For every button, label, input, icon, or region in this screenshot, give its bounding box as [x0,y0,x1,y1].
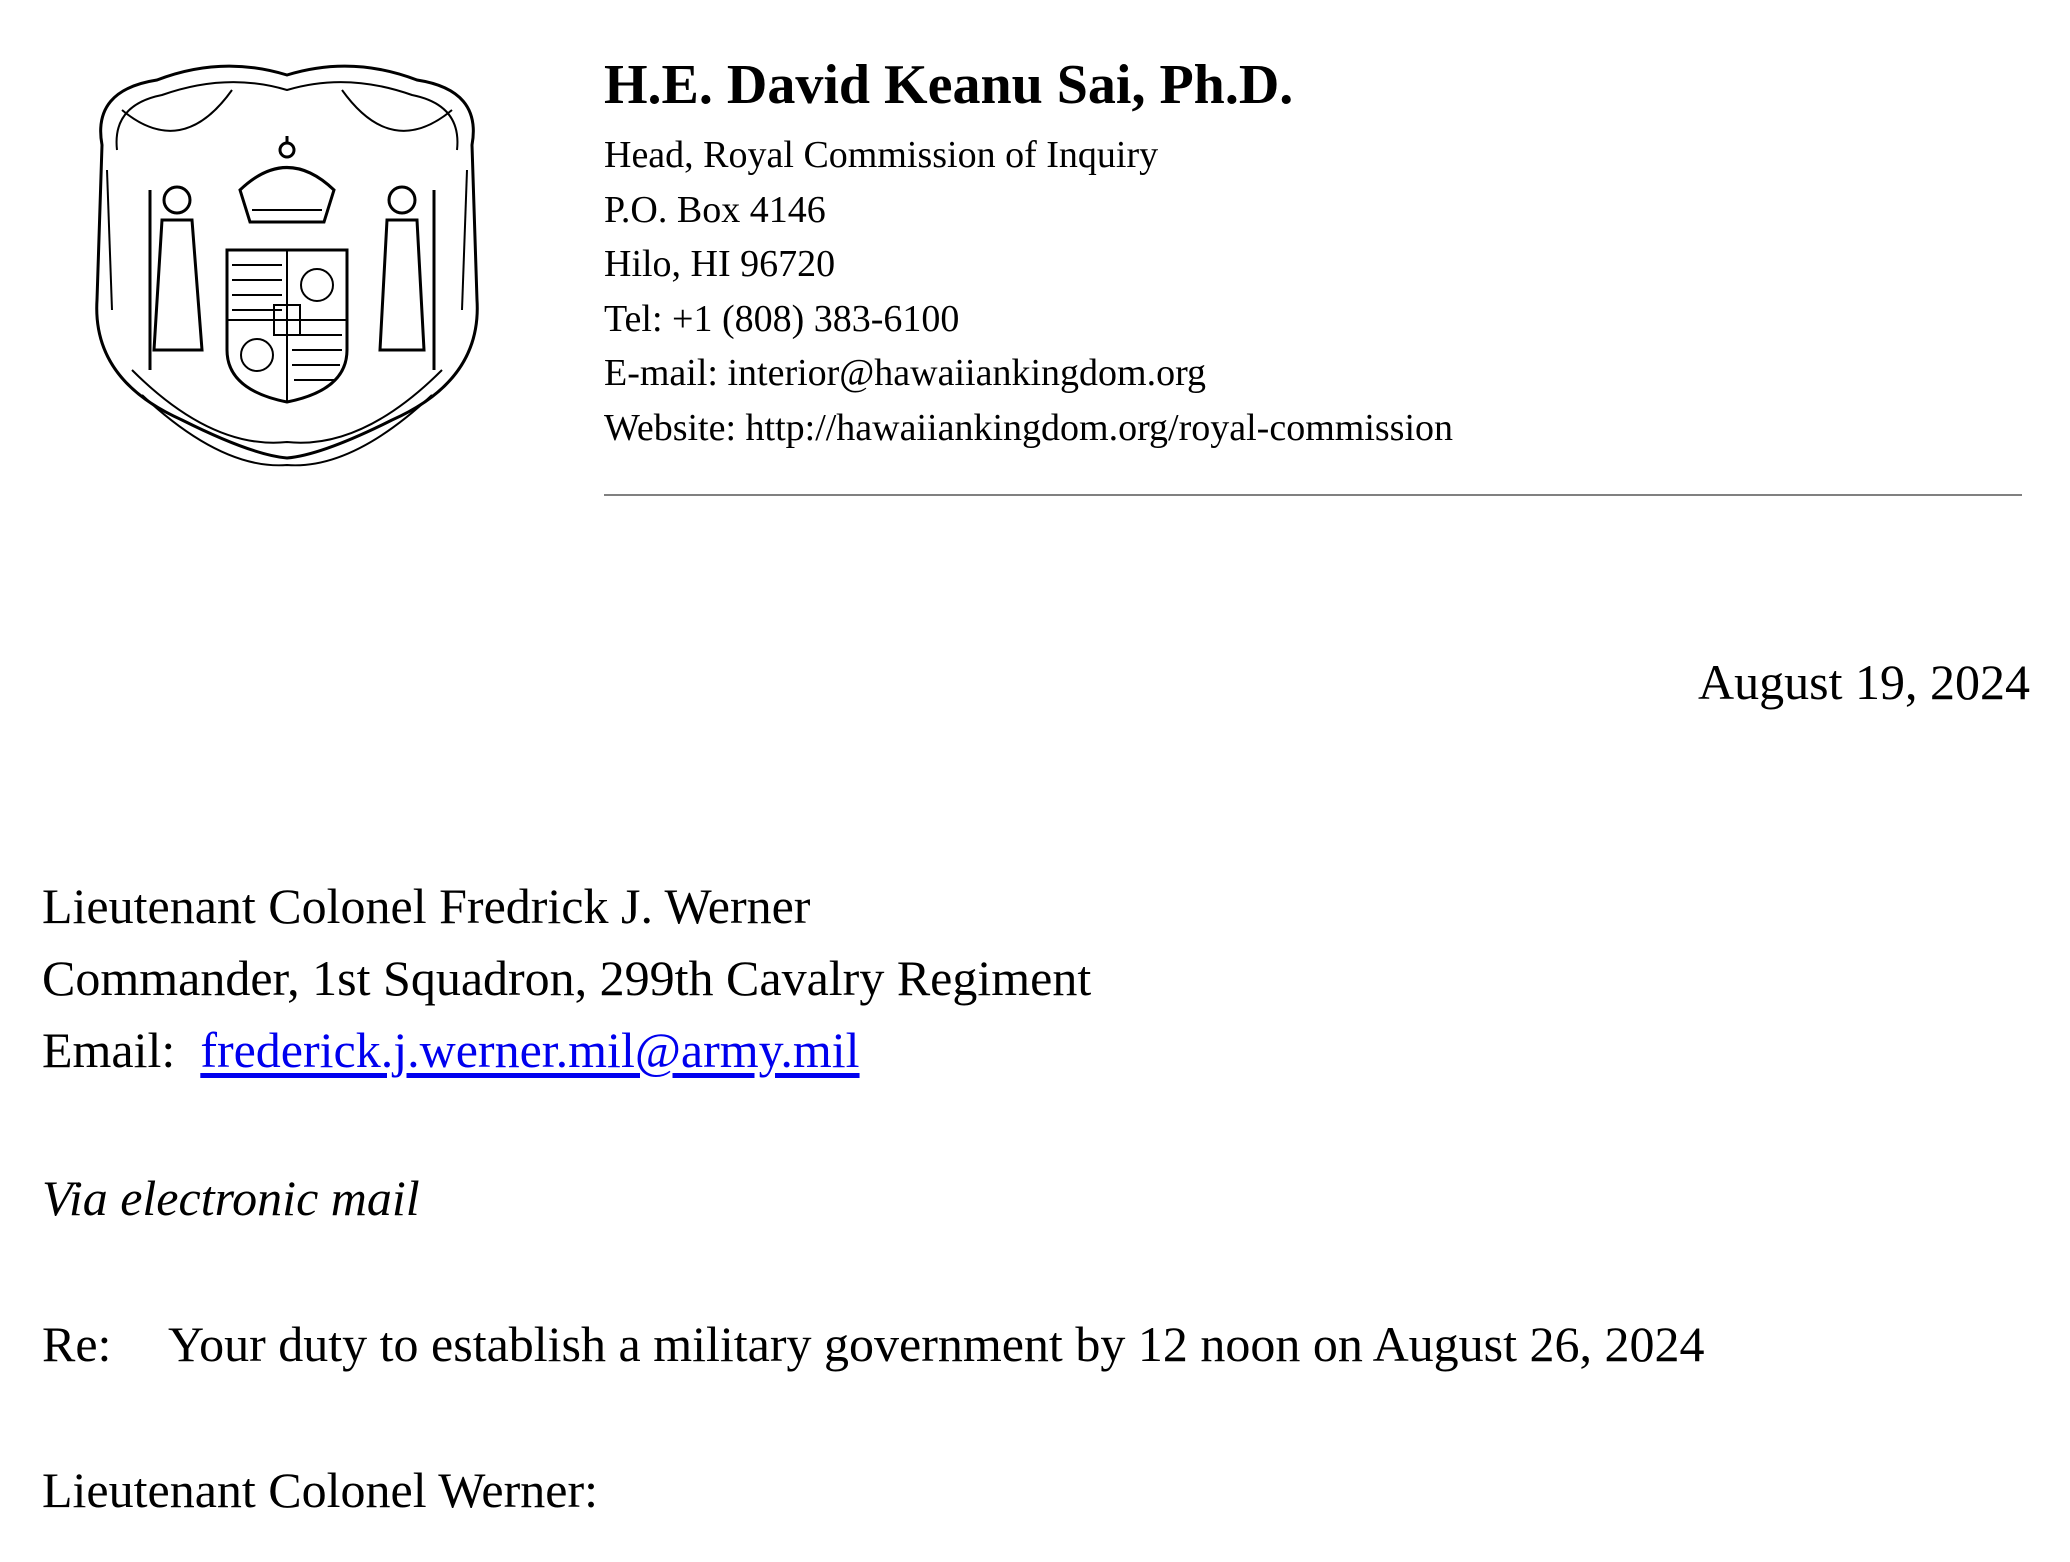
delivery-method: Via electronic mail [42,1170,420,1226]
subject-label: Re: [42,1316,112,1372]
salutation: Lieutenant Colonel Werner: [42,1462,598,1518]
subject-text: Your duty to establish a military government by 12 noon on August 26, 2024 [168,1316,1705,1372]
recipient-title: Commander, 1st Squadron, 299th Cavalry Regiment [42,950,1092,1006]
recipient-email-label: Email: [42,1022,176,1078]
letterhead-divider [604,494,2022,496]
royal-coat-of-arms-seal [62,50,512,468]
recipient-block [42,870,1091,1086]
sender-phone: Tel: +1 (808) 383-6100 [604,297,960,340]
sender-title: Head, Royal Commission of Inquiry [604,134,1159,176]
sender-name: H.E. David Keanu Sai, Ph.D. [604,54,1294,116]
recipient-email-line [42,1014,1091,1086]
recipient-email-link[interactable]: frederick.j.werner.mil@army.mil [200,1022,860,1078]
recipient-name: Lieutenant Colonel Fredrick J. Werner [42,878,811,934]
subject-line [42,1308,1705,1380]
letterhead [604,50,2024,455]
sender-website: Website: http://hawaiiankingdom.org/royal-commission [604,406,1454,449]
sender-city: Hilo, HI 96720 [604,243,836,285]
sender-email: E-mail: interior@hawaiiankingdom.org [604,352,1207,394]
sender-po-box: P.O. Box 4146 [604,188,826,231]
letter-date: August 19, 2024 [1698,654,2030,710]
